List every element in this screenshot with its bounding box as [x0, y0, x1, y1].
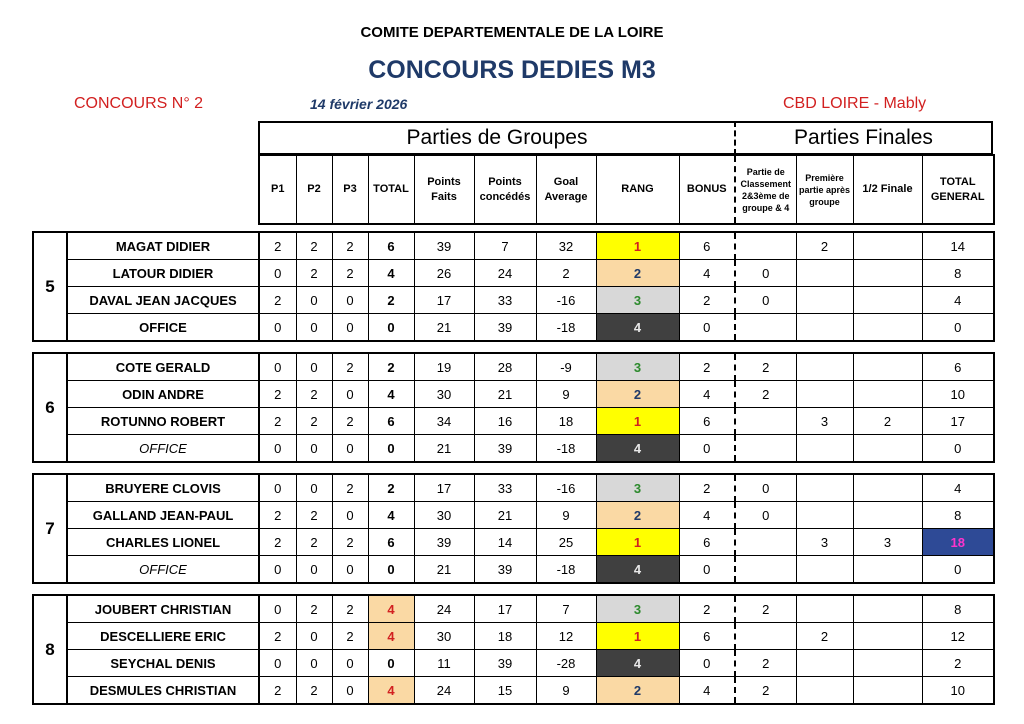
- player-name: MAGAT DIDIER: [67, 232, 259, 260]
- premiere-partie-cell: [796, 502, 853, 529]
- rang-cell: 4: [596, 650, 679, 677]
- p3-cell: 2: [332, 595, 368, 623]
- rang-cell: 4: [596, 314, 679, 342]
- points-faits-cell: 26: [414, 260, 474, 287]
- classement-cell: 2: [735, 677, 796, 705]
- goal-average-cell: 2: [536, 260, 596, 287]
- col-premiere-partie: Première partie après groupe: [796, 155, 853, 224]
- points-faits-cell: 34: [414, 408, 474, 435]
- p1-cell: 0: [259, 353, 296, 381]
- total-cell: 0: [368, 435, 414, 463]
- club-name: CBD LOIRE - Mably: [783, 95, 927, 112]
- rang-cell: 1: [596, 529, 679, 556]
- points-concedes-cell: 15: [474, 677, 536, 705]
- points-concedes-cell: 39: [474, 650, 536, 677]
- points-faits-cell: 24: [414, 595, 474, 623]
- points-concedes-cell: 39: [474, 435, 536, 463]
- player-row: [33, 435, 994, 463]
- bonus-cell: 6: [679, 408, 735, 435]
- concours-number: CONCOURS N° 2: [74, 95, 204, 112]
- p1-cell: 0: [259, 435, 296, 463]
- p3-cell: 0: [332, 287, 368, 314]
- p1-cell: 2: [259, 232, 296, 260]
- col-rang: RANG: [596, 155, 679, 224]
- rang-cell: 1: [596, 232, 679, 260]
- p2-cell: 2: [296, 677, 332, 705]
- col-p2: P2: [296, 155, 332, 224]
- total-general-cell: 4: [922, 474, 994, 502]
- p2-cell: 2: [296, 502, 332, 529]
- group-table: [32, 231, 995, 342]
- bonus-cell: 4: [679, 677, 735, 705]
- total-general-cell: 8: [922, 502, 994, 529]
- classement-cell: 0: [735, 260, 796, 287]
- organization-title: COMITE DEPARTEMENTALE DE LA LOIRE: [360, 24, 664, 41]
- bonus-cell: 2: [679, 595, 735, 623]
- player-name: ODIN ANDRE: [67, 381, 259, 408]
- goal-average-cell: 9: [536, 502, 596, 529]
- player-row: [33, 474, 994, 502]
- demi-finale-cell: [853, 556, 922, 584]
- classement-cell: 2: [735, 381, 796, 408]
- points-concedes-cell: 18: [474, 623, 536, 650]
- col-bonus: BONUS: [679, 155, 735, 224]
- points-concedes-cell: 33: [474, 287, 536, 314]
- total-cell: 4: [368, 677, 414, 705]
- classement-cell: [735, 556, 796, 584]
- points-faits-cell: 30: [414, 623, 474, 650]
- p1-cell: 2: [259, 677, 296, 705]
- p2-cell: 0: [296, 556, 332, 584]
- points-concedes-cell: 28: [474, 353, 536, 381]
- section-final-games: Parties Finales: [734, 121, 993, 155]
- classement-cell: [735, 623, 796, 650]
- bonus-cell: 4: [679, 502, 735, 529]
- player-name: DESMULES CHRISTIAN: [67, 677, 259, 705]
- player-name: OFFICE: [67, 314, 259, 342]
- demi-finale-cell: [853, 650, 922, 677]
- p2-cell: 0: [296, 623, 332, 650]
- bonus-cell: 0: [679, 556, 735, 584]
- rang-cell: 3: [596, 287, 679, 314]
- player-row: [33, 353, 994, 381]
- p1-cell: 0: [259, 650, 296, 677]
- classement-cell: 2: [735, 650, 796, 677]
- p3-cell: 0: [332, 314, 368, 342]
- p3-cell: 2: [332, 623, 368, 650]
- event-date: 14 février 2026: [310, 96, 408, 112]
- total-general-cell: 14: [922, 232, 994, 260]
- demi-finale-cell: [853, 623, 922, 650]
- premiere-partie-cell: [796, 650, 853, 677]
- p3-cell: 2: [332, 529, 368, 556]
- p3-cell: 0: [332, 556, 368, 584]
- player-name: CHARLES LIONEL: [67, 529, 259, 556]
- p1-cell: 2: [259, 529, 296, 556]
- demi-finale-cell: 3: [853, 529, 922, 556]
- player-row: [33, 381, 994, 408]
- p3-cell: 0: [332, 435, 368, 463]
- p3-cell: 0: [332, 502, 368, 529]
- classement-cell: 0: [735, 474, 796, 502]
- bonus-cell: 2: [679, 287, 735, 314]
- demi-finale-cell: [853, 502, 922, 529]
- bonus-cell: 4: [679, 381, 735, 408]
- player-name: SEYCHAL DENIS: [67, 650, 259, 677]
- total-general-cell: 10: [922, 677, 994, 705]
- bonus-cell: 6: [679, 529, 735, 556]
- points-concedes-cell: 24: [474, 260, 536, 287]
- demi-finale-cell: [853, 260, 922, 287]
- points-concedes-cell: 21: [474, 381, 536, 408]
- points-faits-cell: 39: [414, 232, 474, 260]
- total-general-cell: 0: [922, 314, 994, 342]
- points-faits-cell: 24: [414, 677, 474, 705]
- player-name: GALLAND JEAN-PAUL: [67, 502, 259, 529]
- rang-cell: 2: [596, 381, 679, 408]
- total-general-cell: 8: [922, 595, 994, 623]
- total-cell: 4: [368, 260, 414, 287]
- premiere-partie-cell: 2: [796, 623, 853, 650]
- col-demi-finale: 1/2 Finale: [853, 155, 922, 224]
- goal-average-cell: -16: [536, 474, 596, 502]
- points-concedes-cell: 7: [474, 232, 536, 260]
- p2-cell: 2: [296, 260, 332, 287]
- points-faits-cell: 19: [414, 353, 474, 381]
- points-concedes-cell: 39: [474, 556, 536, 584]
- points-faits-cell: 17: [414, 287, 474, 314]
- player-row: [33, 650, 994, 677]
- group-number: 5: [33, 232, 67, 341]
- p3-cell: 2: [332, 408, 368, 435]
- points-concedes-cell: 39: [474, 314, 536, 342]
- p2-cell: 0: [296, 314, 332, 342]
- points-faits-cell: 21: [414, 556, 474, 584]
- p2-cell: 0: [296, 287, 332, 314]
- p1-cell: 2: [259, 287, 296, 314]
- goal-average-cell: 9: [536, 381, 596, 408]
- col-classement: Partie de Classement 2&3ème de groupe & 4: [735, 155, 796, 224]
- total-general-cell: 8: [922, 260, 994, 287]
- player-name: LATOUR DIDIER: [67, 260, 259, 287]
- player-row: [33, 287, 994, 314]
- goal-average-cell: -18: [536, 314, 596, 342]
- p2-cell: 0: [296, 435, 332, 463]
- rang-cell: 4: [596, 556, 679, 584]
- player-row: [33, 408, 994, 435]
- demi-finale-cell: [853, 287, 922, 314]
- premiere-partie-cell: [796, 260, 853, 287]
- p2-cell: 2: [296, 408, 332, 435]
- col-p1: P1: [259, 155, 296, 224]
- classement-cell: [735, 435, 796, 463]
- p3-cell: 0: [332, 650, 368, 677]
- goal-average-cell: -9: [536, 353, 596, 381]
- group-number: 6: [33, 353, 67, 462]
- total-cell: 6: [368, 408, 414, 435]
- classement-cell: 2: [735, 353, 796, 381]
- player-row: [33, 623, 994, 650]
- total-general-cell: 0: [922, 556, 994, 584]
- p2-cell: 0: [296, 650, 332, 677]
- premiere-partie-cell: 3: [796, 529, 853, 556]
- p2-cell: 2: [296, 232, 332, 260]
- player-name: COTE GERALD: [67, 353, 259, 381]
- total-cell: 6: [368, 232, 414, 260]
- premiere-partie-cell: 3: [796, 408, 853, 435]
- demi-finale-cell: [853, 314, 922, 342]
- bonus-cell: 4: [679, 260, 735, 287]
- total-cell: 2: [368, 287, 414, 314]
- points-concedes-cell: 33: [474, 474, 536, 502]
- demi-finale-cell: [853, 232, 922, 260]
- col-points-concedes: Points concédés: [474, 155, 536, 224]
- rang-cell: 2: [596, 677, 679, 705]
- demi-finale-cell: [853, 474, 922, 502]
- group-table: [32, 594, 995, 705]
- player-row: [33, 595, 994, 623]
- player-row: [33, 556, 994, 584]
- points-faits-cell: 17: [414, 474, 474, 502]
- rang-cell: 2: [596, 502, 679, 529]
- p1-cell: 2: [259, 623, 296, 650]
- points-concedes-cell: 17: [474, 595, 536, 623]
- group-table: [32, 473, 995, 584]
- p3-cell: 0: [332, 381, 368, 408]
- bonus-cell: 0: [679, 650, 735, 677]
- player-row: [33, 529, 994, 556]
- points-concedes-cell: 21: [474, 502, 536, 529]
- rang-cell: 3: [596, 353, 679, 381]
- total-cell: 2: [368, 353, 414, 381]
- goal-average-cell: -16: [536, 287, 596, 314]
- demi-finale-cell: 2: [853, 408, 922, 435]
- rang-cell: 4: [596, 435, 679, 463]
- total-cell: 0: [368, 556, 414, 584]
- total-cell: 0: [368, 650, 414, 677]
- classement-cell: [735, 232, 796, 260]
- group-number: 8: [33, 595, 67, 704]
- classement-cell: 0: [735, 287, 796, 314]
- classement-cell: 0: [735, 502, 796, 529]
- bonus-cell: 6: [679, 623, 735, 650]
- p1-cell: 0: [259, 556, 296, 584]
- p2-cell: 0: [296, 474, 332, 502]
- classement-cell: 2: [735, 595, 796, 623]
- points-concedes-cell: 16: [474, 408, 536, 435]
- classement-cell: [735, 314, 796, 342]
- player-name: DESCELLIERE ERIC: [67, 623, 259, 650]
- total-cell: 4: [368, 623, 414, 650]
- demi-finale-cell: [853, 353, 922, 381]
- section-group-games: Parties de Groupes: [258, 121, 734, 155]
- premiere-partie-cell: [796, 381, 853, 408]
- rang-cell: 2: [596, 260, 679, 287]
- col-total-general: TOTAL GENERAL: [922, 155, 994, 224]
- col-p3: P3: [332, 155, 368, 224]
- points-faits-cell: 11: [414, 650, 474, 677]
- premiere-partie-cell: [796, 353, 853, 381]
- goal-average-cell: -18: [536, 556, 596, 584]
- goal-average-cell: 7: [536, 595, 596, 623]
- premiere-partie-cell: [796, 287, 853, 314]
- col-points-faits: Points Faits: [414, 155, 474, 224]
- rang-cell: 1: [596, 623, 679, 650]
- goal-average-cell: 12: [536, 623, 596, 650]
- group-table: [32, 352, 995, 463]
- player-name: BRUYERE CLOVIS: [67, 474, 259, 502]
- total-cell: 4: [368, 595, 414, 623]
- player-row: [33, 677, 994, 705]
- goal-average-cell: 32: [536, 232, 596, 260]
- player-name: OFFICE: [67, 556, 259, 584]
- points-faits-cell: 21: [414, 314, 474, 342]
- total-general-cell: 12: [922, 623, 994, 650]
- points-faits-cell: 21: [414, 435, 474, 463]
- player-row: [33, 314, 994, 342]
- demi-finale-cell: [853, 381, 922, 408]
- player-row: [33, 502, 994, 529]
- demi-finale-cell: [853, 435, 922, 463]
- p3-cell: 2: [332, 353, 368, 381]
- premiere-partie-cell: [796, 314, 853, 342]
- player-name: ROTUNNO ROBERT: [67, 408, 259, 435]
- bonus-cell: 0: [679, 314, 735, 342]
- goal-average-cell: -18: [536, 435, 596, 463]
- rang-cell: 3: [596, 474, 679, 502]
- p1-cell: 0: [259, 314, 296, 342]
- total-general-cell: 0: [922, 435, 994, 463]
- premiere-partie-cell: 2: [796, 232, 853, 260]
- premiere-partie-cell: [796, 677, 853, 705]
- player-row: [33, 260, 994, 287]
- bonus-cell: 2: [679, 474, 735, 502]
- column-header-table: [258, 154, 995, 225]
- points-faits-cell: 39: [414, 529, 474, 556]
- col-goal-average: Goal Average: [536, 155, 596, 224]
- demi-finale-cell: [853, 595, 922, 623]
- p2-cell: 2: [296, 529, 332, 556]
- total-general-cell: 2: [922, 650, 994, 677]
- total-cell: 6: [368, 529, 414, 556]
- player-name: DAVAL JEAN JACQUES: [67, 287, 259, 314]
- total-general-cell: 4: [922, 287, 994, 314]
- total-general-cell: 6: [922, 353, 994, 381]
- goal-average-cell: 18: [536, 408, 596, 435]
- total-cell: 0: [368, 314, 414, 342]
- points-faits-cell: 30: [414, 381, 474, 408]
- p1-cell: 0: [259, 260, 296, 287]
- player-name: OFFICE: [67, 435, 259, 463]
- total-general-cell: 18: [922, 529, 994, 556]
- premiere-partie-cell: [796, 556, 853, 584]
- bonus-cell: 0: [679, 435, 735, 463]
- total-cell: 4: [368, 381, 414, 408]
- points-faits-cell: 30: [414, 502, 474, 529]
- premiere-partie-cell: [796, 435, 853, 463]
- player-name: JOUBERT CHRISTIAN: [67, 595, 259, 623]
- premiere-partie-cell: [796, 595, 853, 623]
- goal-average-cell: -28: [536, 650, 596, 677]
- p3-cell: 0: [332, 677, 368, 705]
- p3-cell: 2: [332, 260, 368, 287]
- goal-average-cell: 9: [536, 677, 596, 705]
- total-general-cell: 17: [922, 408, 994, 435]
- p1-cell: 0: [259, 595, 296, 623]
- page-title: CONCOURS DEDIES M3: [368, 56, 656, 84]
- col-total: TOTAL: [368, 155, 414, 224]
- p3-cell: 2: [332, 232, 368, 260]
- rang-cell: 3: [596, 595, 679, 623]
- p2-cell: 2: [296, 381, 332, 408]
- player-row: [33, 232, 994, 260]
- goal-average-cell: 25: [536, 529, 596, 556]
- p1-cell: 0: [259, 474, 296, 502]
- classement-cell: [735, 529, 796, 556]
- total-general-cell: 10: [922, 381, 994, 408]
- rang-cell: 1: [596, 408, 679, 435]
- total-cell: 4: [368, 502, 414, 529]
- classement-cell: [735, 408, 796, 435]
- group-number: 7: [33, 474, 67, 583]
- points-concedes-cell: 14: [474, 529, 536, 556]
- p1-cell: 2: [259, 408, 296, 435]
- bonus-cell: 6: [679, 232, 735, 260]
- premiere-partie-cell: [796, 474, 853, 502]
- p1-cell: 2: [259, 502, 296, 529]
- p2-cell: 2: [296, 595, 332, 623]
- p3-cell: 2: [332, 474, 368, 502]
- bonus-cell: 2: [679, 353, 735, 381]
- demi-finale-cell: [853, 677, 922, 705]
- total-cell: 2: [368, 474, 414, 502]
- p2-cell: 0: [296, 353, 332, 381]
- p1-cell: 2: [259, 381, 296, 408]
